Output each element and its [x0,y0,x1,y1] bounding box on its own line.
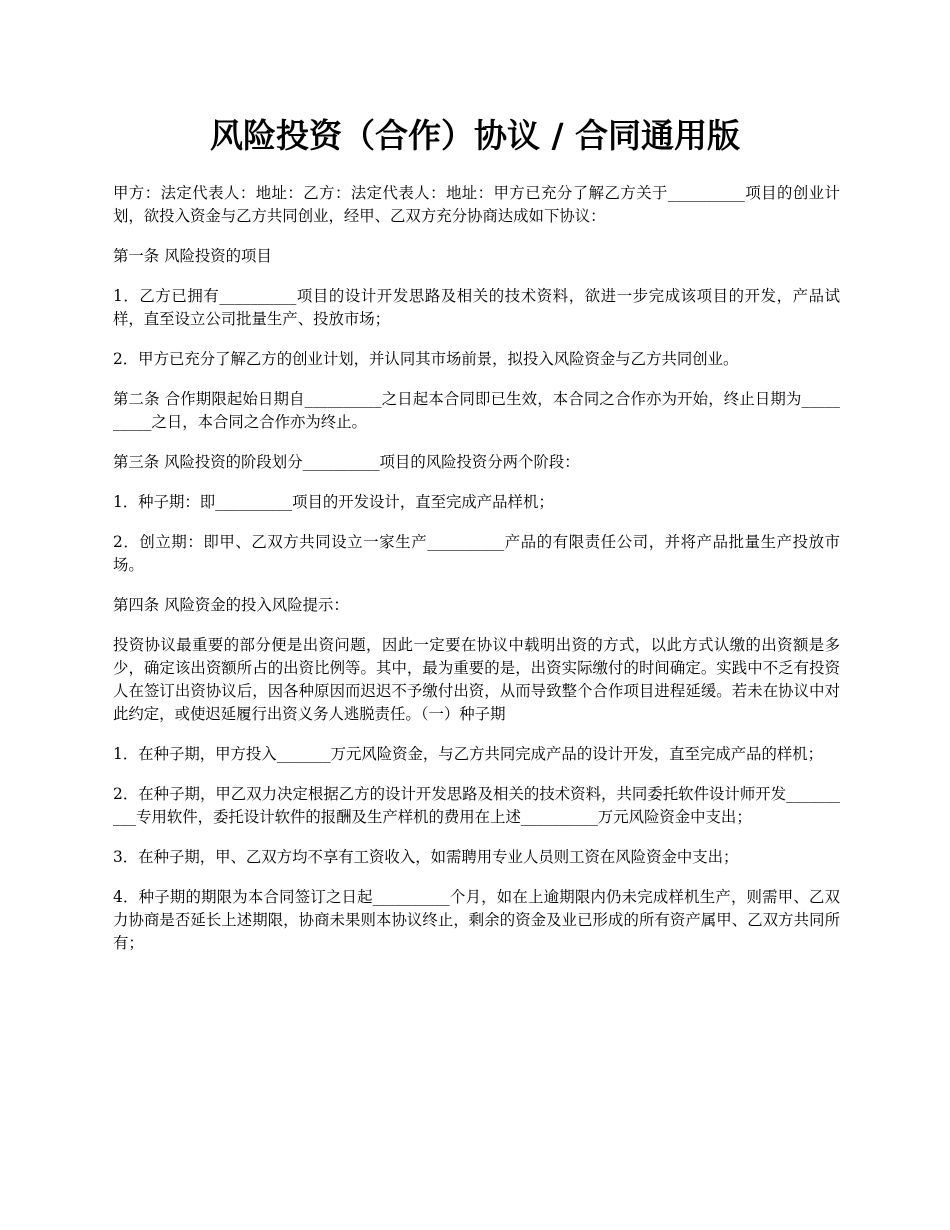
seed-stage-item-3: 3．在种子期，甲、乙双方均不享有工资收入，如需聘用专业人员则工资在风险资金中支出； [113,848,739,866]
risk-note-paragraph: 投资协议最重要的部分便是出资问题，因此一定要在协议中载明出资的方式，以此方式认缴的出资额是多少，确定该出资额所占的出资比例等。其中，最为重要的是，出资实际缴付的时间确定。实践中不乏有投资人在签订出资协议后，因各种原因而迟迟不予缴付出资，从而导致整个合作项目进程延缓。若未在协议中对此约定，或使迟延履行出资义务人逃脱责任。（一）种子期 [113,636,840,723]
paragraph-preamble: 甲方：法定代表人：地址：乙方：法定代表人：地址：甲方已充分了解乙方关于__________项目的创业计划，欲投入资金与乙方共同创业，经甲、乙双方充分协商达成如下协议： [113,184,840,225]
seed-stage-item-4: 4．种子期的期限为本合同签订之日起__________个月，如在上逾期限内仍未完成样机生产，则需甲、乙双力协商是否延长上述期限，协商未果则本协议终止，剩余的资金及业已形成的所有资产属甲、乙双方共同所有； [113,888,840,952]
article-1-heading: 第一条 风险投资的项目 [113,247,272,265]
article-2: 第二条 合作期限起始日期自__________之日起本合同即已生效，本合同之合作亦为开始，终止日期为__________之日，本合同之合作亦为终止。 [113,390,840,431]
article-3-item-2: 2．创立期：即甲、乙双方共同设立一家生产__________产品的有限责任公司，并将产品批量生产投放市场。 [113,533,840,574]
document-body [113,182,840,972]
article-3-heading: 第三条 风险投资的阶段划分__________项目的风险投资分两个阶段： [113,453,580,471]
seed-stage-item-2: 2．在种子期，甲乙双力决定根据乙方的设计开发思路及相关的技术资料，共同委托软件设计师开发__________专用软件，委托设计软件的报酬及生产样机的费用在上述__________万元风险资金中支出； [113,785,840,826]
article-3-item-1: 1．种子期：即__________项目的开发设计，直至完成产品样机； [113,493,554,511]
document-title: 风险投资（合作）协议 / 合同通用版 [209,116,741,155]
article-1-item-1: 1．乙方已拥有__________项目的设计开发思路及相关的技术资料，欲进一步完成该项目的开发，产品试样，直至设立公司批量生产、投放市场； [113,287,840,328]
article-1-item-2: 2．甲方已充分了解乙方的创业计划，并认同其市场前景，拟投入风险资金与乙方共同创业。 [113,350,739,368]
seed-stage-item-1: 1．在种子期，甲方投入_______万元风险资金，与乙方共同完成产品的设计开发，直至完成产品的样机； [113,745,824,763]
article-4-heading: 第四条 风险资金的投入风险提示： [113,596,349,614]
